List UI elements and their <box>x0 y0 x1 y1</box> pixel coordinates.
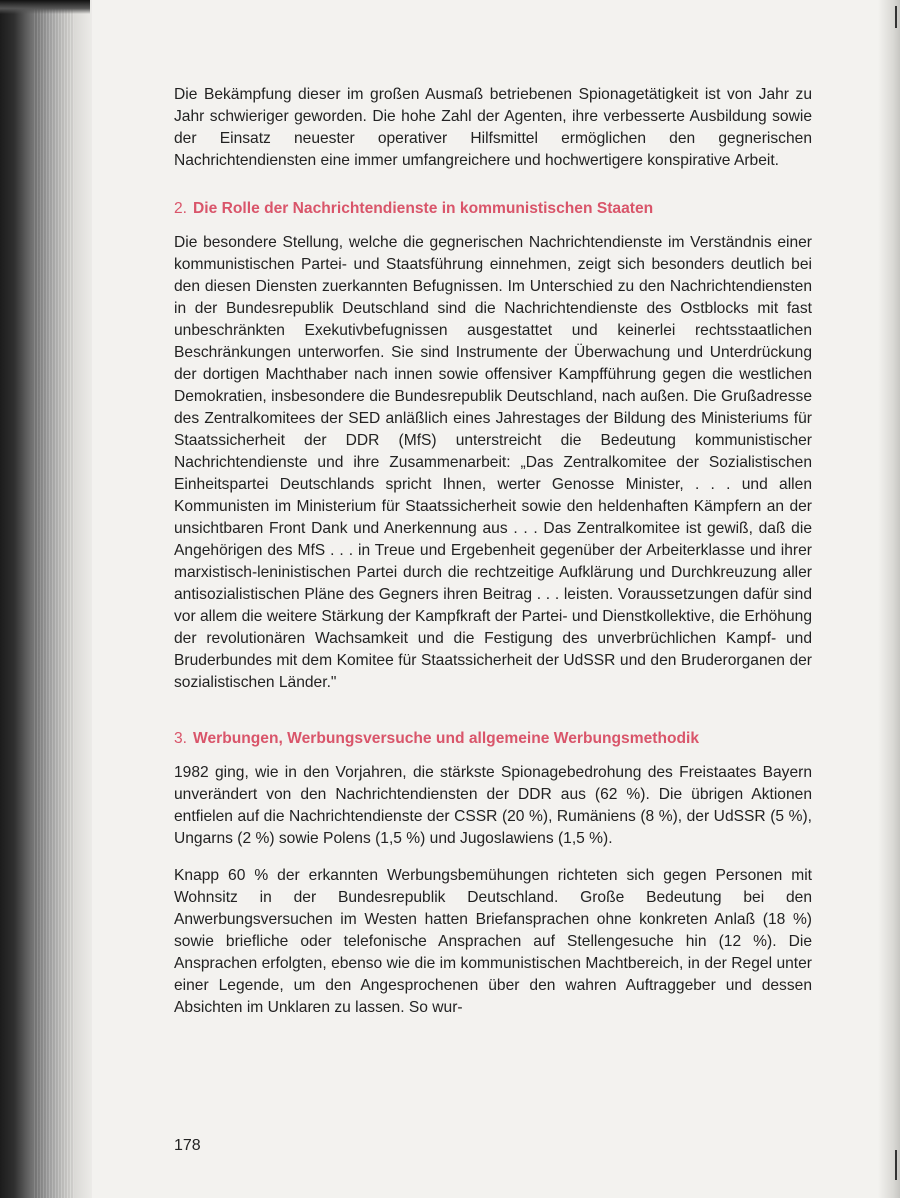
section-title: Werbungen, Werbungsversuche und allgemeine Werbungsmethodik <box>193 730 700 747</box>
edge-mark <box>895 1150 897 1180</box>
paragraph-section-2: Die besondere Stellung, welche die gegnerischen Nachrichtendienste im Verständnis einer kommunistischen Partei- und Staatsführung einnehmen, zeigt sich besonders deutlich bei den diesen Diensten zuerkannten Befugnissen. Im Unterschied zu den Nachrichtendiensten in der Bundesrepublik Deutschland sind die Nachrichtendienste des Ostblocks mit fast unbeschränkten Exekutivbefugnissen ausgestattet und keinerlei rechtsstaatlichen Beschränkungen unterworfen. Sie sind Instrumente der Überwachung und Unterdrückung der dortigen Machthaber nach innen sowie offensiver Kampfführung gegen die westlichen Demokratien, insbesondere die Bundesrepublik Deutschland, nach außen. Die Grußadresse des Zentralkomitees der SED anläßlich eines Jahrestages der Bildung des Ministeriums für Staatssicherheit der DDR (MfS) unterstreicht die Bedeutung kommunistischer Nachrichtendienste und ihre Zusammenarbeit: „Das Zentralkomitee der Sozialistischen Einheitspartei Deutschlands spricht Ihnen, werter Genosse Minister, . . . und allen Kommunisten im Ministerium für Staatssicherheit sowie den heldenhaften Kämpfern an der unsichtbaren Front Dank und Anerkennung aus . . . Das Zentralkomitee ist gewiß, daß die Angehörigen des MfS . . . in Treue und Ergebenheit gegenüber der Arbeiterklasse und ihrer marxistisch-leninistischen Partei durch die rechtzeitige Aufklärung und Durchkreuzung aller antisozialistischen Pläne des Gegners ihren Beitrag . . . leisten. Voraussetzungen dafür sind vor allem die weitere Stärkung der Kampfkraft der Partei- und Dienstkollektive, die Erhöhung der revolutionären Wachsamkeit und die Festigung des unverbrüchlichen Kampf- und Bruderbundes mit dem Komitee für Staatssicherheit der UdSSR und den Bruderorganen der sozialistischen Länder." <box>174 234 812 691</box>
page-number: 178 <box>174 1137 201 1154</box>
section-number: 2. <box>174 200 188 217</box>
section-heading-2 <box>174 198 812 220</box>
section-number: 3. <box>174 730 188 747</box>
paragraph-intro: Die Bekämpfung dieser im großen Ausmaß betriebenen Spionagetätigkeit ist von Jahr zu Jahr schwieriger geworden. Die hohe Zahl der Agenten, ihre verbesserte Ausbildung sowie der Einsatz neuester operativer Hilfsmittel ermöglichen den gegnerischen Nachrichtendiensten eine immer umfangreichere und hochwertigere konspirative Arbeit. <box>174 86 812 169</box>
section-title: Die Rolle der Nachrichtendienste in kommunistischen Staaten <box>193 200 654 217</box>
edge-mark <box>895 6 897 28</box>
paragraph-section-3-a: 1982 ging, wie in den Vorjahren, die stärkste Spionagebedrohung des Freistaates Bayern unverändert von den Nachrichtendiensten der DDR aus (62 %). Die übrigen Aktionen entfielen auf die Nachrichtendienste der CSSR (20 %), Rumäniens (8 %), der UdSSR (5 %), Ungarns (2 %) sowie Polens (1,5 %) und Jugoslawiens (1,5 %). <box>174 764 812 847</box>
scan-corner-shadow <box>0 0 90 14</box>
paragraph-section-3-b: Knapp 60 % der erkannten Werbungsbemühungen richteten sich gegen Personen mit Wohnsitz in der Bundesrepublik Deutschland. Große Bedeutung bei den Anwerbungsversuchen im Westen hatten Briefansprachen ohne konkreten Anlaß (18 %) sowie briefliche oder telefonische Ansprachen auf Stellengesuche hin (12 %). Die Ansprachen erfolgten, ebenso wie die im kommunistischen Machtbereich, in der Regel unter einer Legende, um den Angesprochenen über den wahren Auftraggeber und dessen Absichten im Unklaren zu lassen. So wur- <box>174 867 812 1016</box>
section-heading-3 <box>174 728 812 750</box>
book-binding-shadow <box>0 0 92 1198</box>
page-edge-right <box>878 0 900 1198</box>
page-body <box>174 84 812 1019</box>
